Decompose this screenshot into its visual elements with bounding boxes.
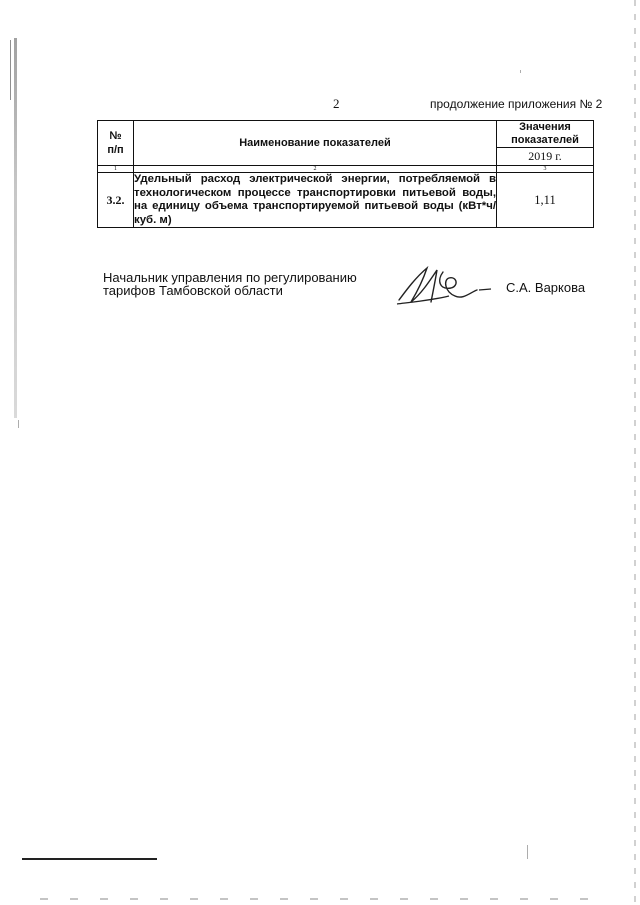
handwritten-signature [393,262,493,308]
column-header-values-line2: показателей [511,134,579,146]
scan-edge-right [634,0,636,905]
footer-rule [22,858,157,860]
column-header-number-line2: п/п [107,144,124,156]
scan-edge-mark [10,40,11,100]
column-header-number-line1: № [109,130,122,142]
signer-position-line2: тарифов Тамбовской области [103,283,283,298]
signer-name: С.А. Варкова [506,280,586,295]
scan-speck [520,70,521,73]
scan-speck [527,845,528,859]
signer-position-line1: Начальник управления по регулированию [103,270,357,285]
table-row [98,173,594,228]
appendix-continuation-note: продолжение приложения № 2 [430,97,603,111]
row-number: 3.2. [98,173,134,228]
table-index-row [98,166,594,173]
row-indicator-value: 1,11 [497,173,594,228]
scan-edge-left [14,38,17,418]
scan-bottom-artifact [40,898,600,900]
table-header-row [98,121,594,148]
column-header-year: 2019 г. [497,148,594,166]
column-header-number [98,121,134,166]
page-number: 2 [333,96,340,111]
scan-speck [18,420,19,428]
index-cell: 1 [98,166,134,173]
column-header-values-line1: Значения [519,121,571,133]
column-header-name: Наименование показателей [134,121,497,166]
row-indicator-name: Удельный расход электрической энергии, потребляемой в технологическом процессе транспортировки питьевой воды, на единицу объема транспортируемой питьевой воды (кВт*ч/куб. м) [134,173,496,226]
signer-position [103,271,357,297]
index-cell: 2 [134,166,497,173]
indicators-table [97,120,594,228]
index-cell: 3 [497,166,594,173]
column-header-values [497,121,594,148]
